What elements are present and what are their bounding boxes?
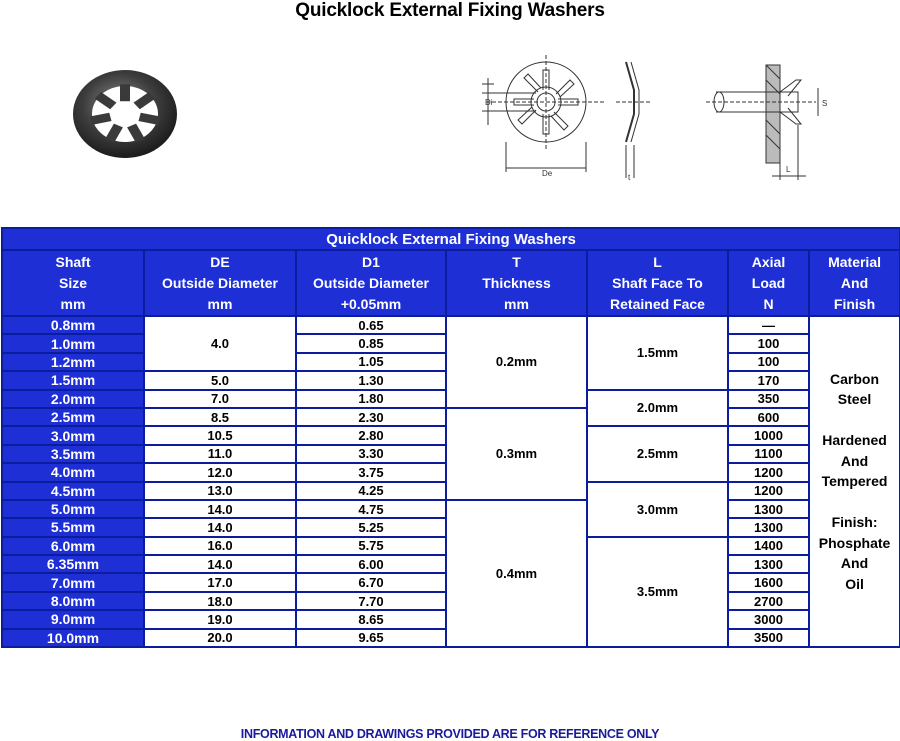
cell-axial-load: 1400 — [728, 537, 809, 555]
cell-d1: 9.65 — [296, 629, 446, 647]
cell-de: 17.0 — [144, 573, 296, 591]
cell-thickness: 0.4mm — [446, 500, 587, 647]
washer-photo — [70, 66, 180, 161]
cell-d1: 2.80 — [296, 426, 446, 444]
cell-axial-load: 170 — [728, 371, 809, 389]
cell-d1: 5.75 — [296, 537, 446, 555]
cell-shaft-size: 4.5mm — [2, 482, 144, 500]
cell-d1: 6.00 — [296, 555, 446, 573]
cell-shaft-size: 2.5mm — [2, 408, 144, 426]
header-axial-load: Axial Load N — [728, 250, 809, 316]
header-material: Material And Finish — [809, 250, 900, 316]
cell-d1: 1.30 — [296, 371, 446, 389]
cell-axial-load: 1300 — [728, 500, 809, 518]
label-l: L — [786, 165, 791, 174]
cell-shaft-size: 4.0mm — [2, 463, 144, 481]
cell-shaft-size: 5.0mm — [2, 500, 144, 518]
cell-axial-load: 350 — [728, 390, 809, 408]
cell-thickness: 0.2mm — [446, 316, 587, 408]
cell-d1: 5.25 — [296, 518, 446, 536]
cell-de: 8.5 — [144, 408, 296, 426]
cell-shaft-face: 2.5mm — [587, 426, 728, 481]
cell-shaft-size: 6.0mm — [2, 537, 144, 555]
cell-shaft-size: 8.0mm — [2, 592, 144, 610]
cell-shaft-size: 0.8mm — [2, 316, 144, 334]
table-row — [2, 316, 900, 334]
cell-axial-load: 600 — [728, 408, 809, 426]
cell-axial-load: 1000 — [728, 426, 809, 444]
cell-d1: 3.75 — [296, 463, 446, 481]
cell-d1: 4.25 — [296, 482, 446, 500]
cell-d1: 3.30 — [296, 445, 446, 463]
cell-de: 14.0 — [144, 555, 296, 573]
page-title: Quicklock External Fixing Washers — [295, 0, 605, 21]
cell-de: 10.5 — [144, 426, 296, 444]
cell-de: 14.0 — [144, 500, 296, 518]
cell-shaft-size: 5.5mm — [2, 518, 144, 536]
cell-material-finish: Carbon Steel Hardened And Tempered Finish: Phosphate And Oil — [809, 316, 900, 647]
cell-de: 19.0 — [144, 610, 296, 628]
cell-d1: 6.70 — [296, 573, 446, 591]
cell-de: 13.0 — [144, 482, 296, 500]
cell-d1: 2.30 — [296, 408, 446, 426]
cell-de: 16.0 — [144, 537, 296, 555]
cell-shaft-face: 2.0mm — [587, 390, 728, 427]
cell-de: 5.0 — [144, 371, 296, 389]
cell-axial-load: 3000 — [728, 610, 809, 628]
header-de: DE Outside Diameter mm — [144, 250, 296, 316]
cell-shaft-size: 6.35mm — [2, 555, 144, 573]
cell-axial-load: 1200 — [728, 463, 809, 481]
cell-d1: 0.65 — [296, 316, 446, 334]
header-shaft-face: L Shaft Face To Retained Face — [587, 250, 728, 316]
cell-shaft-size: 1.2mm — [2, 353, 144, 371]
cell-de: 11.0 — [144, 445, 296, 463]
footer-note: INFORMATION AND DRAWINGS PROVIDED ARE FOR REFERENCE ONLY — [240, 727, 660, 741]
label-di: Di — [485, 98, 493, 107]
cell-d1: 0.85 — [296, 334, 446, 352]
cell-de: 4.0 — [144, 316, 296, 371]
cell-d1: 1.80 — [296, 390, 446, 408]
cell-axial-load: 1300 — [728, 518, 809, 536]
cell-shaft-size: 1.5mm — [2, 371, 144, 389]
cell-de: 18.0 — [144, 592, 296, 610]
cell-axial-load: 100 — [728, 334, 809, 352]
cell-shaft-face: 1.5mm — [587, 316, 728, 390]
header-shaft-size: Shaft Size mm — [2, 250, 144, 316]
cell-axial-load: 1600 — [728, 573, 809, 591]
cell-shaft-size: 9.0mm — [2, 610, 144, 628]
cell-shaft-size: 2.0mm — [2, 390, 144, 408]
cell-shaft-size: 1.0mm — [2, 334, 144, 352]
cell-axial-load: 3500 — [728, 629, 809, 647]
cell-shaft-face: 3.0mm — [587, 482, 728, 537]
table-row — [2, 408, 900, 426]
cell-de: 14.0 — [144, 518, 296, 536]
cell-axial-load: 100 — [728, 353, 809, 371]
cell-axial-load: 2700 — [728, 592, 809, 610]
technical-drawing — [476, 50, 856, 185]
cell-d1: 1.05 — [296, 353, 446, 371]
label-s: S — [822, 99, 828, 108]
header-d1: D1 Outside Diameter +0.05mm — [296, 250, 446, 316]
cell-shaft-face: 3.5mm — [587, 537, 728, 647]
cell-thickness: 0.3mm — [446, 408, 587, 500]
table-caption: Quicklock External Fixing Washers — [2, 228, 900, 250]
cell-shaft-size: 7.0mm — [2, 573, 144, 591]
cell-shaft-size: 10.0mm — [2, 629, 144, 647]
cell-d1: 7.70 — [296, 592, 446, 610]
cell-de: 12.0 — [144, 463, 296, 481]
header-thickness: T Thickness mm — [446, 250, 587, 316]
label-t: t — [628, 173, 631, 182]
table-header-row — [2, 250, 900, 316]
cell-de: 20.0 — [144, 629, 296, 647]
cell-axial-load: — — [728, 316, 809, 334]
table-row — [2, 500, 900, 518]
spec-table — [1, 227, 900, 648]
cell-d1: 8.65 — [296, 610, 446, 628]
cell-shaft-size: 3.5mm — [2, 445, 144, 463]
cell-axial-load: 1100 — [728, 445, 809, 463]
cell-de: 7.0 — [144, 390, 296, 408]
cell-axial-load: 1200 — [728, 482, 809, 500]
cell-shaft-size: 3.0mm — [2, 426, 144, 444]
cell-d1: 4.75 — [296, 500, 446, 518]
label-de: De — [542, 169, 553, 178]
cell-axial-load: 1300 — [728, 555, 809, 573]
